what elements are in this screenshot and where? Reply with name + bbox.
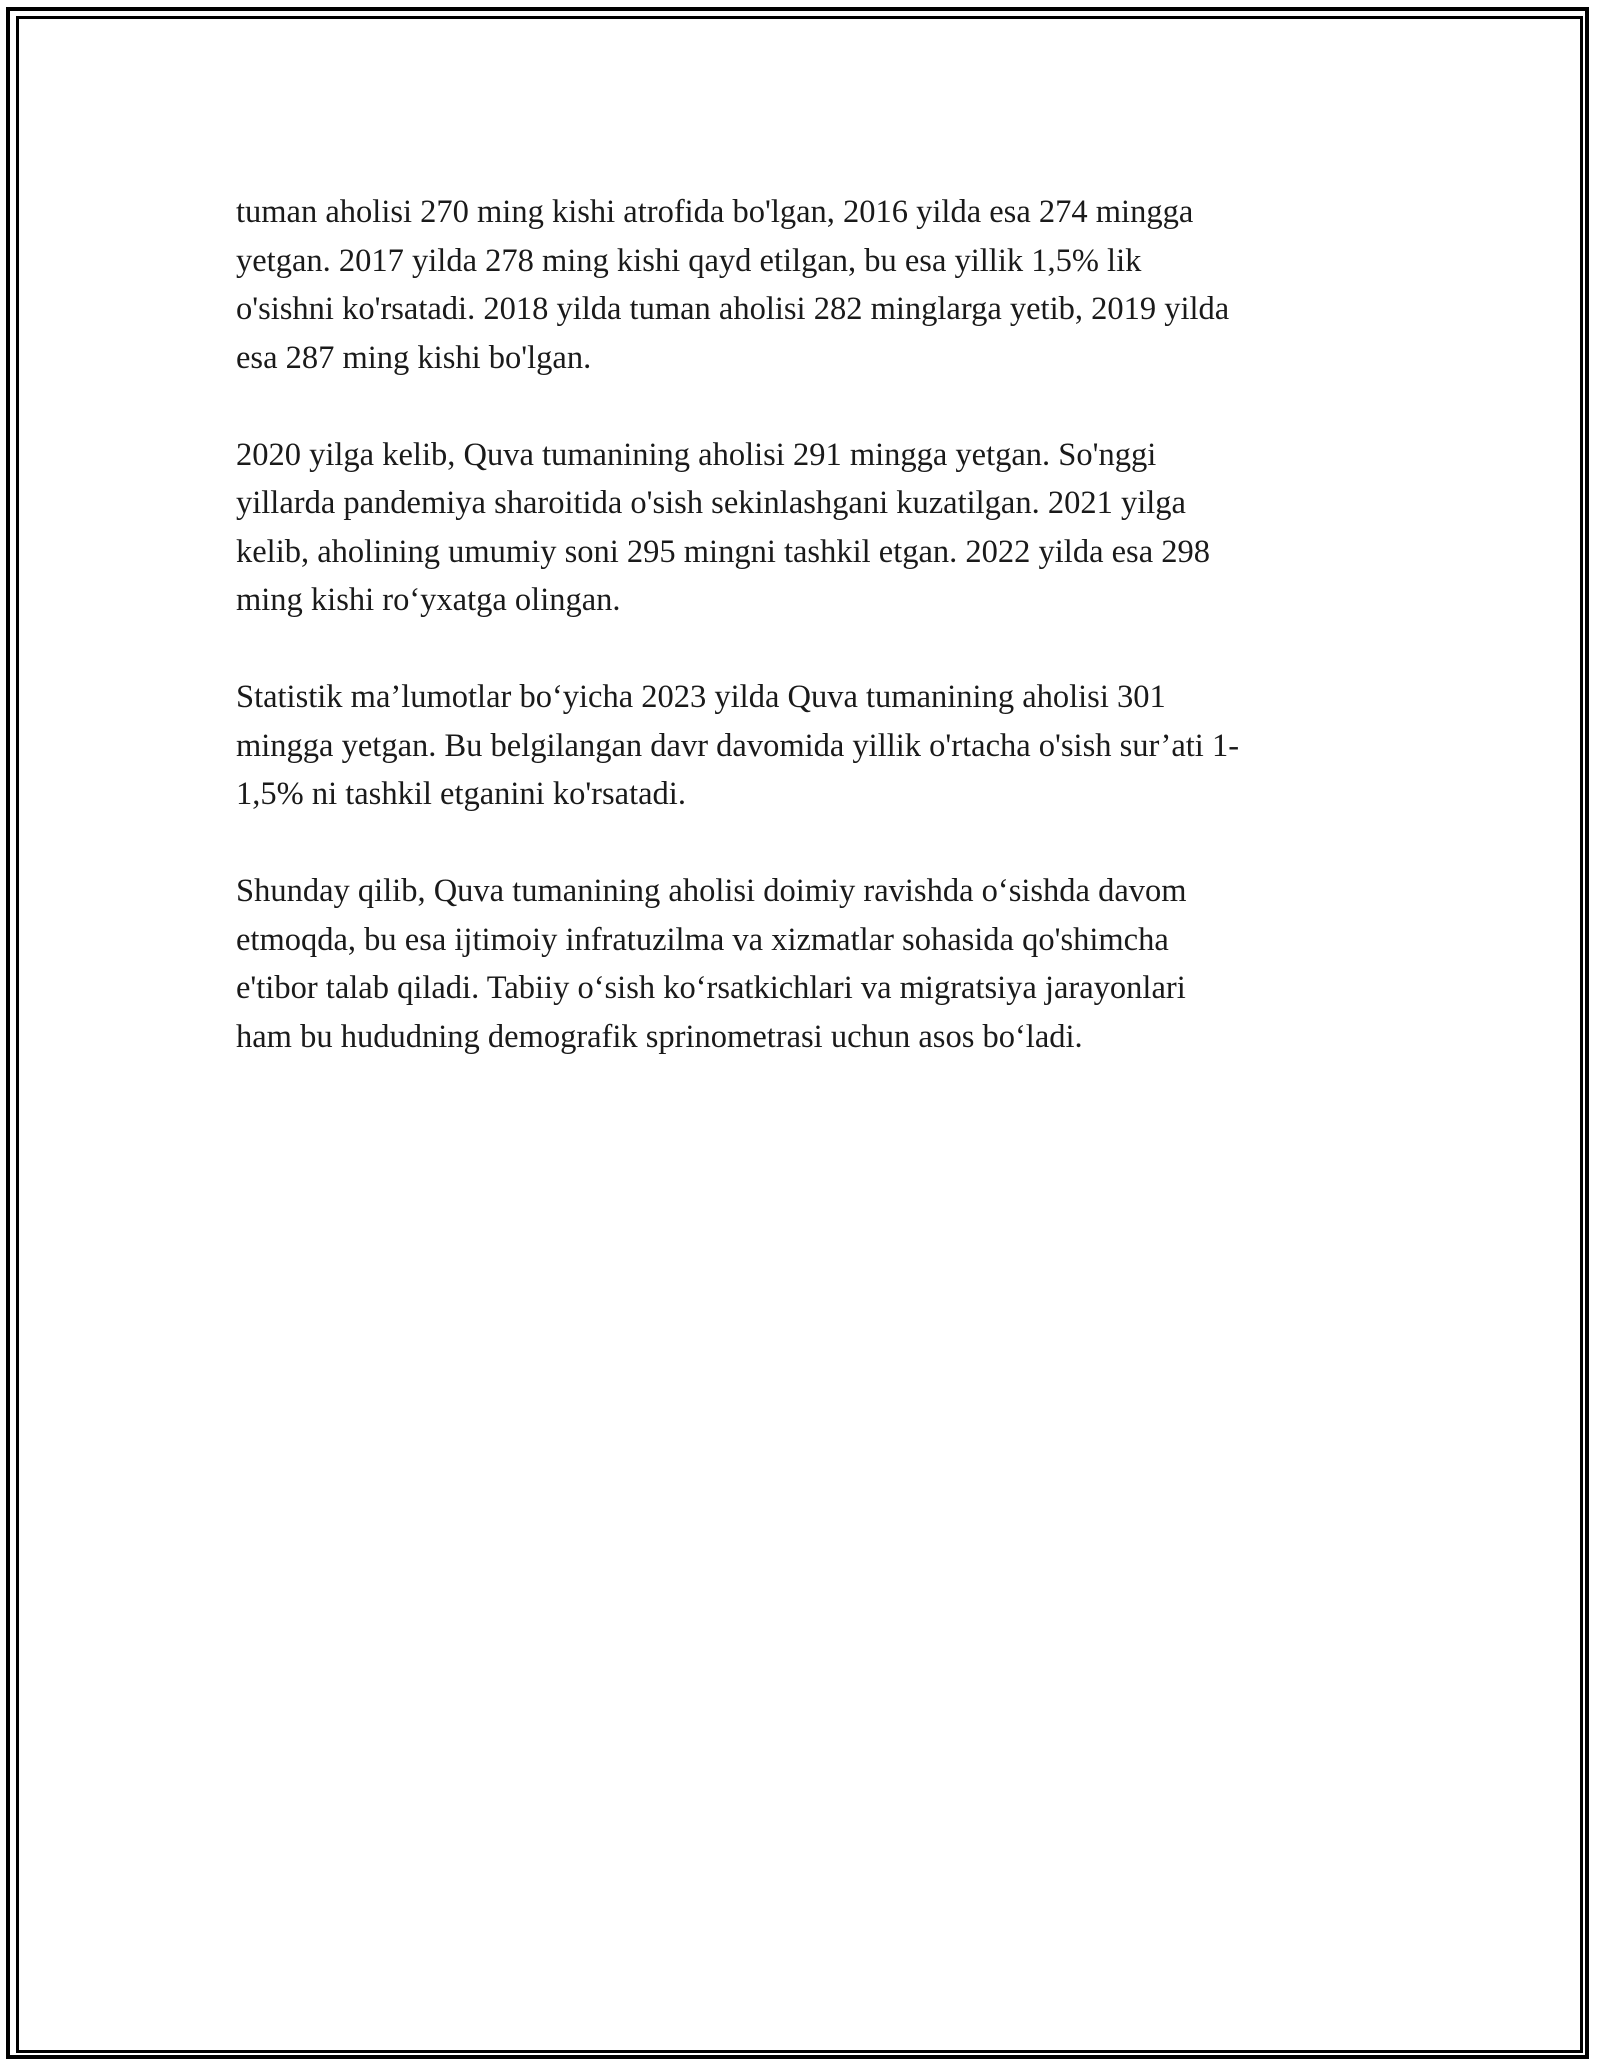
text-line: 2020 yilga kelib, Quva tumanining aholisi 291 mingga yetgan. So'nggi [236,436,1157,473]
text-line: ming kishi ro‘yxatga olingan. [236,582,621,618]
text-line: tuman aholisi 270 ming kishi atrofida bo'lgan, 2016 yilda esa 274 mingga [236,194,1194,230]
paragraph-3 [236,673,1376,819]
paragraph-1 [236,188,1376,382]
document-body [236,188,1376,1110]
text-line: Statistik ma’lumotlar bo‘yicha 2023 yilda Quva tumanining aholisi 301 [236,679,1166,715]
paragraph-4 [236,867,1376,1061]
text-line: mingga yetgan. Bu belgilangan davr davomida yillik o'rtacha o'sish sur’ati 1- [236,727,1240,764]
text-line: e'tibor talab qiladi. Tabiiy o‘sish ko‘rsatkichlari va migratsiya jarayonlari [236,970,1186,1006]
text-line: etmoqda, bu esa ijtimoiy infratuzilma va xizmatlar sohasida qo'shimcha [236,921,1169,958]
text-line: esa 287 ming kishi bo'lgan. [236,339,592,376]
text-line: 1,5% ni tashkil etganini ko'rsatadi. [236,776,686,812]
paragraph-2 [236,431,1376,625]
text-line: ham bu hududning demografik sprinometrasi uchun asos bo‘ladi. [236,1018,1083,1055]
text-line: Shunday qilib, Quva tumanining aholisi doimiy ravishda o‘sishda davom [236,873,1187,909]
text-line: kelib, aholining umumiy soni 295 mingni tashkil etgan. 2022 yilda esa 298 [236,533,1211,570]
text-line: o'sishni ko'rsatadi. 2018 yilda tuman aholisi 282 minglarga yetib, 2019 yilda [236,291,1230,327]
text-line: yillarda pandemiya sharoitida o'sish sekinlashgani kuzatilgan. 2021 yilga [236,485,1186,521]
text-line: yetgan. 2017 yilda 278 ming kishi qayd etilgan, bu esa yillik 1,5% lik [236,242,1142,279]
